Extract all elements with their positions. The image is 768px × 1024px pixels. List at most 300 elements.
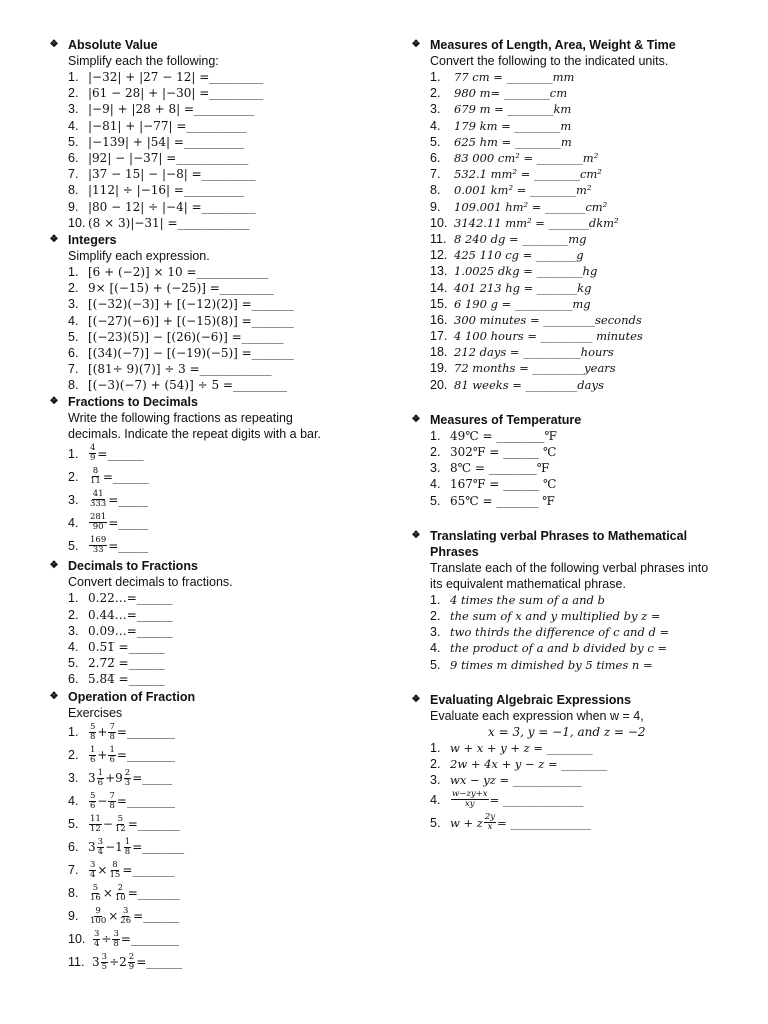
- list-item: [430, 428, 746, 444]
- item-expression: |−139| + |54| =__________: [88, 134, 244, 149]
- verbal-phrases-instruction: Translate each of the following verbal phrases into its equivalent mathematical phrase.: [430, 560, 709, 591]
- fraction: [89, 792, 96, 811]
- item-expression: [(81÷ 9)(7)] ÷ 3 =____________: [88, 362, 272, 377]
- item-expression: 0.44…=______: [88, 607, 173, 622]
- item-number: 3.: [68, 297, 79, 312]
- denominator: 90: [92, 522, 104, 533]
- numerator: 1: [97, 767, 104, 778]
- item-number: 3.: [68, 771, 79, 785]
- answer-blank: =_______: [122, 863, 175, 877]
- item-expression: 167℉ = ______ ℃: [450, 477, 557, 492]
- item-expression: 109.001 hm² = _______cm²: [454, 199, 608, 214]
- item-expression: 300 minutes = _________seconds: [454, 312, 642, 327]
- list-item: [68, 813, 374, 836]
- list-item: [430, 150, 746, 166]
- fraction: [89, 490, 107, 509]
- item-expression: the sum of x and y multiplied by z =: [450, 608, 661, 623]
- denominator: 3: [124, 777, 131, 788]
- denominator: 12: [90, 823, 101, 834]
- item-number: 5.: [68, 134, 79, 149]
- denominator: 11: [90, 476, 101, 487]
- denominator: 5: [101, 961, 108, 972]
- denominator: 6: [97, 777, 104, 788]
- item-expression: [6 + (−2)] × 10 =____________: [88, 264, 269, 279]
- section-absolute-value: ❖ Absolute Value: [44, 37, 374, 53]
- fraction: [108, 723, 115, 742]
- list-item: [430, 312, 746, 328]
- numerator: 8: [92, 466, 99, 477]
- operator: +: [105, 771, 116, 785]
- list-item: [430, 360, 746, 376]
- list-item: [430, 476, 746, 492]
- numerator: 3: [101, 951, 108, 962]
- answer-blank: = ______________: [489, 792, 584, 807]
- item-expression: the product of a and b divided by c =: [450, 641, 668, 656]
- diamond-bullet-icon: ❖: [49, 396, 59, 408]
- item-number: 1.: [430, 428, 441, 443]
- item-expression: 9 times m dimished by 5 times n =: [450, 657, 653, 672]
- list-item: [430, 740, 746, 756]
- item-number: 3.: [68, 492, 79, 507]
- list-item: [68, 264, 374, 280]
- item-expression: w + x + y + z = ________: [450, 740, 593, 755]
- item-number: 2.: [430, 608, 441, 623]
- list-item: [68, 215, 374, 231]
- numerator: 5: [90, 721, 96, 732]
- answer-blank: =______: [97, 446, 144, 461]
- item-expression: |−81| + |−77| =__________: [88, 118, 247, 133]
- section-algebraic: ❖ Evaluating Algebraic Expressions: [406, 692, 746, 708]
- numerator: 1: [124, 836, 131, 847]
- denominator: 6: [90, 754, 96, 765]
- item-number: 7.: [430, 167, 441, 182]
- item-number: 2.: [68, 469, 79, 484]
- fraction: [93, 930, 100, 949]
- fraction: [108, 746, 115, 765]
- item-number: 7.: [68, 167, 79, 182]
- denominator: 9: [128, 961, 135, 972]
- verbal-phrases-list: [406, 592, 746, 673]
- item-number: 3.: [430, 625, 441, 640]
- item-number: 7.: [68, 362, 79, 377]
- item-number: 6.: [68, 672, 79, 687]
- item-number: 20.: [430, 377, 448, 392]
- item-expression: 0.09…=______: [88, 623, 173, 638]
- item-expression: 179 km = ________m: [454, 118, 572, 133]
- list-item: [68, 859, 374, 882]
- item-number: 3.: [430, 102, 441, 117]
- item-number: 7.: [68, 863, 79, 877]
- fraction: [114, 815, 127, 834]
- list-item: [68, 623, 374, 639]
- fraction: [124, 769, 131, 788]
- item-number: 6.: [68, 345, 79, 360]
- section-fractions-to-decimals: ❖ Fractions to Decimals: [44, 394, 374, 410]
- denominator: 6: [90, 800, 96, 811]
- item-expression: |−9| + |28 + 8| =__________: [88, 102, 255, 117]
- list-item: [430, 247, 746, 263]
- denominator: 6: [109, 754, 115, 765]
- section-decimals-to-fractions: ❖ Decimals to Fractions: [44, 558, 374, 574]
- item-expression: 8 240 dg = ________mg: [454, 231, 587, 246]
- list-item: [430, 656, 746, 672]
- item-number: 5.: [430, 134, 441, 149]
- item-expression: |61 − 28| + |−30| =_________: [88, 86, 264, 101]
- list-item: [68, 488, 374, 511]
- item-number: 1.: [68, 70, 79, 85]
- item-number: 5.: [430, 657, 441, 672]
- numerator: 2: [128, 951, 135, 962]
- item-expression: |80 − 12| ÷ |−4| =_________: [88, 199, 256, 214]
- item-expression: 49℃ = ________℉: [450, 428, 557, 443]
- denominator: 9: [90, 453, 96, 464]
- item-number: 19.: [430, 361, 448, 376]
- list-item: [68, 767, 374, 790]
- whole-number: 2: [119, 955, 127, 969]
- item-number: 10.: [430, 215, 448, 230]
- whole-number: 3: [88, 840, 96, 854]
- denominator: 333: [90, 499, 107, 510]
- denominator: 8: [90, 731, 96, 742]
- numerator: 5: [90, 790, 96, 801]
- fraction: [112, 930, 119, 949]
- list-item: [430, 118, 746, 134]
- item-expression: 65℃ = _______ ℉: [450, 493, 555, 508]
- answer-blank: = ______________: [497, 815, 591, 830]
- item-number: 3.: [68, 623, 79, 638]
- list-item: [68, 69, 374, 85]
- list-item: [68, 607, 374, 623]
- item-number: 2.: [68, 607, 79, 622]
- item-expression: two thirds the difference of c and d =: [450, 625, 670, 640]
- list-item: [68, 511, 374, 534]
- list-item: [68, 639, 374, 655]
- numerator: 9: [95, 905, 101, 916]
- item-number: 1.: [68, 591, 79, 606]
- denominator: 4: [94, 938, 100, 949]
- list-item: [68, 166, 374, 182]
- list-item: [430, 101, 746, 117]
- item-expression: 4 times the sum of a and b: [450, 592, 605, 607]
- list-item: [68, 905, 374, 928]
- item-number: 15.: [430, 296, 448, 311]
- item-number: 17.: [430, 329, 448, 344]
- fraction: [89, 907, 107, 926]
- item-number: 6.: [68, 151, 79, 166]
- item-number: 1.: [430, 592, 441, 607]
- denominator: 33: [92, 545, 104, 556]
- item-number: 2.: [68, 748, 79, 762]
- numerator: 7: [109, 790, 115, 801]
- denominator: 12: [114, 823, 126, 834]
- item-number: 5.: [68, 656, 79, 671]
- answer-blank: =_____: [132, 771, 173, 785]
- numerator: 1: [90, 744, 96, 755]
- item-expression: 401 213 hg = _______kg: [454, 280, 592, 295]
- list-item: [68, 312, 374, 328]
- decimals-to-fractions-instruction: Convert decimals to fractions.: [68, 575, 233, 590]
- fraction: [124, 838, 131, 857]
- list-item: [68, 134, 374, 150]
- numerator: w−zy+x: [452, 789, 488, 800]
- numerator: 3: [90, 859, 96, 870]
- diamond-bullet-icon: ❖: [49, 39, 59, 50]
- item-number: 4.: [68, 794, 79, 808]
- list-item: [430, 460, 746, 476]
- list-item: [68, 790, 374, 813]
- list-item: [430, 215, 746, 231]
- item-expression: [(−32)(−3)] + [(−12)(2)] =_______: [88, 297, 294, 312]
- item-expression: 81 weeks = _________days: [454, 377, 604, 392]
- list-item: [430, 772, 746, 788]
- right-column: [406, 36, 746, 834]
- answer-blank: =_______: [127, 817, 180, 831]
- denominator: 10: [114, 892, 126, 903]
- numerator: 7: [109, 721, 115, 732]
- whole-number: 1: [115, 840, 123, 854]
- answer-blank: =______: [133, 909, 180, 923]
- diamond-bullet-icon: ❖: [49, 690, 59, 702]
- item-expression: 679 m = ________km: [454, 102, 572, 117]
- answer-blank: =______: [102, 469, 149, 484]
- list-item: [430, 344, 746, 360]
- answer-blank: =_______: [132, 840, 185, 854]
- section-integers: ❖ Integers: [44, 232, 374, 248]
- item-expression: 625 hm = ________m: [454, 134, 572, 149]
- operator: −: [102, 817, 113, 831]
- item-expression: 212 days = __________hours: [454, 345, 614, 360]
- list-item: [430, 263, 746, 279]
- list-item: [430, 85, 746, 101]
- list-item: [68, 744, 374, 767]
- operator: ×: [102, 886, 113, 900]
- item-number: 5.: [430, 815, 441, 830]
- item-number: 1.: [68, 264, 79, 279]
- fraction: [89, 815, 102, 834]
- fraction: [119, 907, 132, 926]
- section-verbal-phrases: ❖ Translating verbal Phrases to Mathematical Phrases: [406, 528, 746, 560]
- list-item: [68, 590, 374, 606]
- fractions-to-decimals-instruction: Write the following fractions as repeating decimals. Indicate the repeat digits with a bar.: [68, 411, 321, 442]
- item-number: 3.: [68, 102, 79, 117]
- fraction: [89, 467, 102, 486]
- answer-blank: =________: [116, 725, 175, 739]
- fraction: [101, 953, 108, 972]
- operator: +: [97, 748, 108, 762]
- item-number: 1.: [68, 725, 79, 739]
- numerator: 3: [123, 905, 129, 916]
- fraction: [484, 813, 496, 832]
- item-expression: 0.22…=______: [88, 591, 173, 606]
- numerator: 281: [90, 512, 107, 523]
- list-item: [430, 640, 746, 656]
- algebraic-instruction: Evaluate each expression when w = 4,: [430, 708, 644, 723]
- list-item: [68, 101, 374, 117]
- item-number: 10.: [68, 215, 86, 230]
- item-expression: 2.7̅2̅ =______: [88, 656, 165, 671]
- fraction: [108, 861, 121, 880]
- item-expression: 72 months = _________years: [454, 361, 616, 376]
- fraction: [89, 884, 102, 903]
- denominator: 8: [109, 731, 115, 742]
- numerator: 2: [124, 767, 131, 778]
- list-item: [430, 279, 746, 295]
- item-number: 2.: [430, 756, 441, 771]
- operation-of-fraction-list: [44, 721, 374, 974]
- denominator: 8: [109, 800, 115, 811]
- list-item: [68, 671, 374, 687]
- item-number: 9.: [68, 909, 79, 923]
- item-number: 8.: [68, 378, 79, 393]
- item-number: 1.: [430, 740, 441, 755]
- fraction: [128, 953, 135, 972]
- fraction: [451, 790, 489, 809]
- list-item: [68, 442, 374, 465]
- measures-instruction: Convert the following to the indicated units.: [430, 54, 669, 68]
- list-item: [68, 655, 374, 671]
- answer-blank: =________: [116, 748, 175, 762]
- numerator: 5: [92, 882, 99, 893]
- item-expression: 4 100 hours = _________ minutes: [454, 329, 643, 344]
- algebraic-list: [406, 740, 746, 835]
- denominator: 15: [109, 869, 121, 880]
- list-item: [430, 788, 746, 811]
- item-number: 4.: [430, 792, 441, 807]
- fraction: [108, 792, 115, 811]
- fraction: [97, 769, 104, 788]
- item-number: 11.: [430, 231, 447, 246]
- item-number: 11.: [68, 955, 85, 969]
- list-item: [430, 444, 746, 460]
- denominator: 16: [90, 892, 101, 903]
- item-number: 4.: [430, 118, 441, 133]
- item-expression: |92| − |−37| =____________: [88, 151, 249, 166]
- denominator: 26: [120, 915, 132, 926]
- list-item: [68, 836, 374, 859]
- list-item: [68, 85, 374, 101]
- item-expression: 5.8̅4̅ =______: [88, 672, 165, 687]
- item-number: 16.: [430, 312, 448, 327]
- item-expression: 425 110 cg = _______g: [454, 248, 584, 263]
- item-expression: 0.001 km² = ________m²: [454, 183, 592, 198]
- item-number: 2.: [430, 86, 441, 101]
- list-item: [68, 150, 374, 166]
- list-item: [68, 280, 374, 296]
- denominator: 4: [97, 846, 104, 857]
- operator: +: [97, 725, 108, 739]
- item-expression: 302℉ = ______ ℃: [450, 445, 557, 460]
- item-expression: |−32| + |27 − 12| =_________: [88, 70, 264, 85]
- section-operation-of-fraction: ❖ Operation of Fraction: [44, 689, 374, 705]
- fraction: [89, 536, 107, 555]
- item-number: 13.: [430, 264, 448, 279]
- item-number: 3.: [430, 461, 441, 476]
- item-number: 6.: [68, 840, 79, 854]
- item-number: 2.: [68, 281, 79, 296]
- diamond-bullet-icon: ❖: [49, 560, 59, 572]
- whole-number: 3: [92, 955, 100, 969]
- numerator: 2y: [484, 812, 496, 823]
- denominator: 8: [113, 938, 119, 949]
- fraction: [89, 746, 96, 765]
- temperature-list: [406, 428, 746, 509]
- item-number: 8.: [430, 183, 441, 198]
- fraction: [97, 838, 104, 857]
- list-item: [68, 377, 374, 393]
- absolute-value-instruction: Simplify each the following:: [68, 54, 219, 68]
- list-item: [430, 493, 746, 509]
- section-measures: ❖ Measures of Length, Area, Weight & Time: [406, 37, 746, 53]
- item-expression: wx − yz = ____________: [450, 773, 582, 788]
- item-number: 4.: [68, 118, 79, 133]
- denominator: 4: [90, 869, 96, 880]
- list-item: [430, 182, 746, 198]
- numerator: 3: [94, 928, 100, 939]
- item-expression: 980 m= ________cm: [454, 86, 568, 101]
- answer-blank: =________: [116, 794, 175, 808]
- item-number: 3.: [430, 773, 441, 788]
- item-number: 8.: [68, 183, 79, 198]
- item-number: 4.: [68, 313, 79, 328]
- integers-instruction: Simplify each expression.: [68, 248, 210, 263]
- list-item: [68, 345, 374, 361]
- item-number: 4.: [430, 477, 441, 492]
- item-number: 4.: [68, 640, 79, 655]
- fraction: [89, 513, 107, 532]
- fraction: [89, 861, 96, 880]
- numerator: 1: [109, 744, 115, 755]
- list-item: [68, 361, 374, 377]
- numerator: 4: [90, 443, 96, 454]
- list-item: [430, 756, 746, 772]
- numerator: 11: [90, 813, 101, 824]
- answer-blank: =______: [136, 955, 183, 969]
- fraction: [114, 884, 127, 903]
- fractions-to-decimals-list: [44, 442, 374, 557]
- list-item: [68, 534, 374, 557]
- item-expression: (8 × 3)|−31| =____________: [88, 215, 250, 230]
- list-item: [430, 377, 746, 393]
- item-expression: [(−27)(−6)] + [(−15)(8)] =_______: [88, 313, 294, 328]
- list-item: [430, 166, 746, 182]
- item-number: 5.: [68, 817, 79, 831]
- item-expression: 77 cm = ________mm: [454, 70, 575, 85]
- item-number: 2.: [430, 445, 441, 460]
- item-number: 5.: [430, 493, 441, 508]
- list-item: [68, 928, 374, 951]
- item-number: 1.: [68, 446, 79, 461]
- item-number: 4.: [430, 641, 441, 656]
- list-item: [430, 328, 746, 344]
- list-item: [430, 231, 746, 247]
- answer-blank: =_____: [108, 538, 149, 553]
- item-number: 1.: [430, 70, 441, 85]
- diamond-bullet-icon: ❖: [411, 529, 421, 541]
- answer-blank: =_______: [127, 886, 180, 900]
- numerator: 8: [112, 859, 118, 870]
- item-number: 9.: [430, 199, 441, 214]
- item-expression: 9× [(−15) + (−25)] =_________: [88, 281, 274, 296]
- integers-list: [44, 264, 374, 394]
- item-expression: [(34)(−7)] − [(−19)(−5)] =_______: [88, 345, 294, 360]
- section-temperature: ❖ Measures of Temperature: [406, 412, 746, 428]
- list-item: [430, 296, 746, 312]
- list-item: [430, 624, 746, 640]
- operator: ×: [108, 909, 119, 923]
- list-item: [430, 811, 746, 834]
- item-number: 8.: [68, 886, 79, 900]
- diamond-bullet-icon: ❖: [411, 413, 421, 425]
